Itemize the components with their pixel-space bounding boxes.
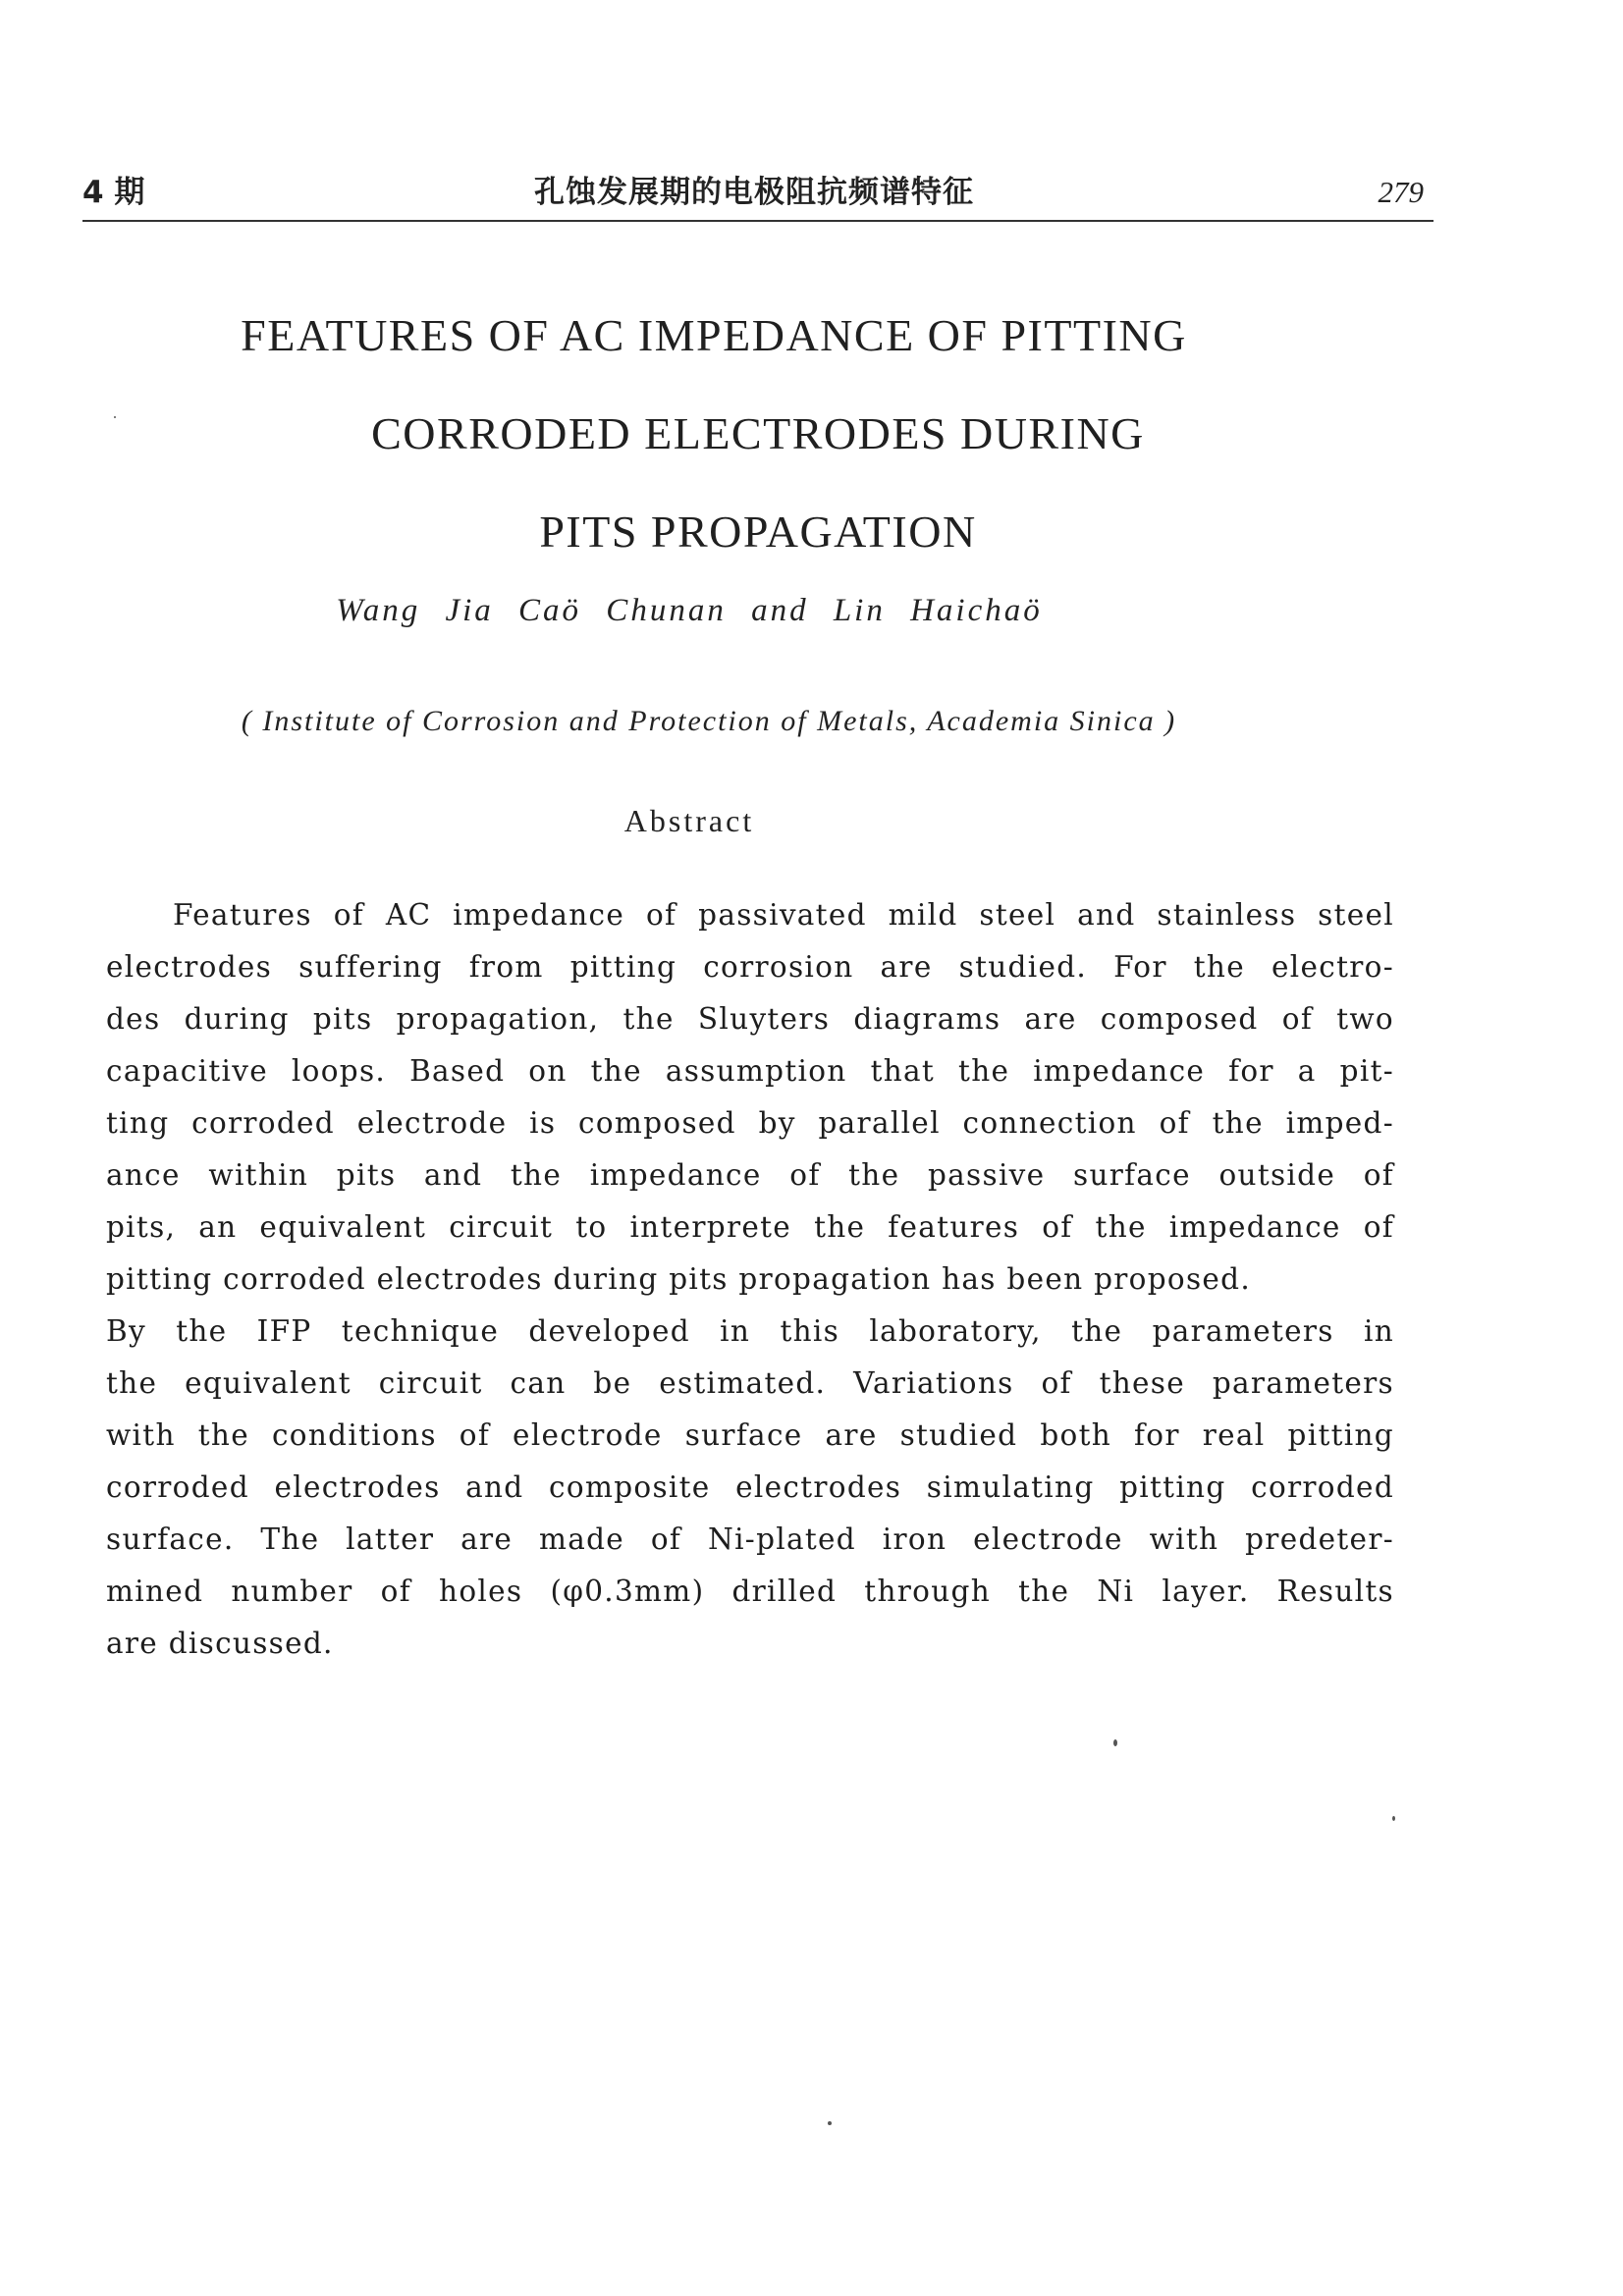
running-title: 孔蚀发展期的电极阻抗频谱特征	[534, 175, 974, 210]
abstract-line: are discussed.	[106, 1627, 334, 1660]
abstract-line: mined number of holes (φ0.3mm) drilled through the Ni layer. Results	[106, 1575, 1394, 1608]
issue-number: 4 期	[82, 175, 145, 210]
title-line-1: FEATURES OF AC IMPEDANCE OF PITTING	[241, 310, 1187, 360]
affiliation: ( Institute of Corrosion and Protection of Metals, Academia Sinica )	[241, 705, 1177, 737]
scan-speck	[114, 416, 116, 418]
abstract-line: surface. The latter are made of Ni-plated iron electrode with predeter-	[106, 1522, 1394, 1556]
abstract-body	[106, 889, 1394, 1670]
title-line-3: PITS PROPAGATION	[539, 507, 977, 557]
abstract-line: the equivalent circuit can be estimated. Variations of these parameters	[106, 1366, 1394, 1400]
paper-title	[82, 287, 1434, 581]
scan-speck	[1113, 1739, 1117, 1746]
abstract-line: des during pits propagation, the Sluyters diagrams are composed of two	[106, 1002, 1394, 1036]
abstract-line: ance within pits and the impedance of the passive surface outside of	[106, 1158, 1394, 1192]
abstract-line: ting corroded electrode is composed by parallel connection of the imped-	[106, 1106, 1394, 1140]
header-rule	[82, 220, 1434, 222]
abstract-line: electrodes suffering from pitting corrosion are studied. For the electro-	[106, 950, 1394, 984]
abstract-line: Features of AC impedance of passivated mild steel and stainless steel	[173, 898, 1394, 932]
scan-speck	[828, 2121, 832, 2125]
running-header	[82, 173, 1434, 216]
abstract-line: corroded electrodes and composite electrodes simulating pitting corroded	[106, 1470, 1394, 1504]
page-number: 279	[1378, 175, 1424, 209]
abstract-line: By the IFP technique developed in this laboratory, the parameters in	[106, 1314, 1394, 1348]
abstract-line: capacitive loops. Based on the assumption that the impedance for a pit-	[106, 1054, 1394, 1088]
abstract-heading: Abstract	[623, 803, 755, 838]
scan-speck	[1392, 1816, 1395, 1821]
title-line-2: CORRODED ELECTRODES DURING	[371, 408, 1145, 458]
author-list: Wang Jia Caö Chunan and Lin Haichaö	[336, 593, 1043, 628]
abstract-line: with the conditions of electrode surface are studied both for real pitting	[106, 1418, 1394, 1452]
abstract-line: pits, an equivalent circuit to interprete the features of the impedance of	[106, 1210, 1394, 1244]
abstract-line: pitting corroded electrodes during pits propagation has been proposed.	[106, 1262, 1252, 1296]
